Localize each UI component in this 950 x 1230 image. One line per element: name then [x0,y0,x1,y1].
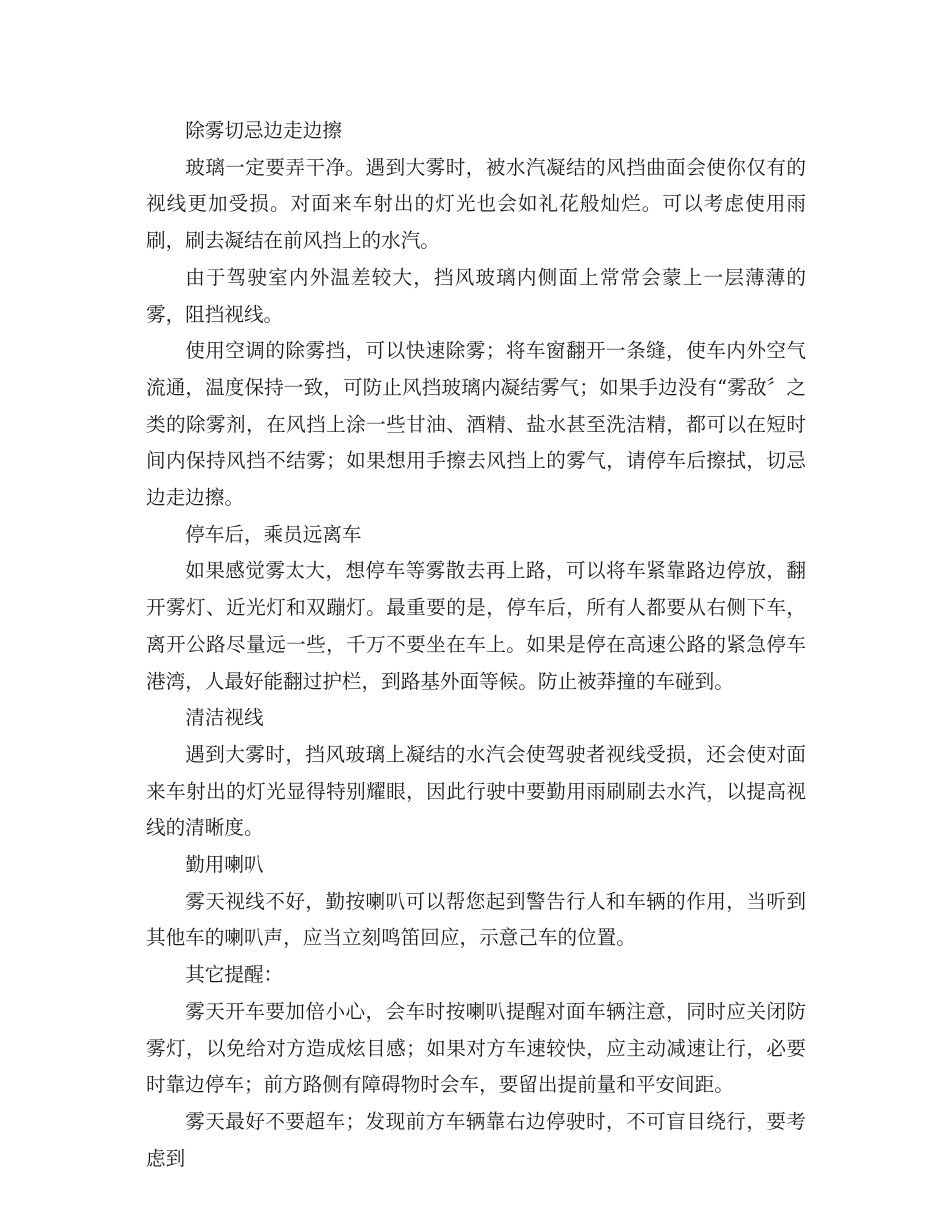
paragraph-clean-glass: 玻璃一定要弄干净。遇到大雾时，被水汽凝结的风挡曲面会使你仅有的视线更加受损。对面来车射出的灯光也会如礼花般灿烂。可以考虑使用雨刷，刷去凝结在前风挡上的水汽。 [146,155,806,253]
paragraph-air-conditioning: 使用空调的除雾挡，可以快速除雾；将车窗翻开一条缝，使车内外空气流通，温度保持一致，可防止风挡玻璃内凝结雾气；如果手边没有“雾敌〞之类的除雾剂，在风挡上涂一些甘油、酒精、盐水甚至洗洁精，都可以在短时间内保持风挡不结雾；如果想用手擦去风挡上的雾气，请停车后擦拭，切忌边走边擦。 [146,339,806,510]
paragraph-meeting-cars: 雾天开车要加倍小心，会车时按喇叭提醒对面车辆注意，同时应关闭防雾灯，以免给对方造成炫目感；如果对方车速较快，应主动减速让行，必要时靠边停车；前方路侧有障碍物时会车，要留出提前量和平安间距。 [146,999,806,1097]
paragraph-horn: 雾天视线不好，勤按喇叭可以帮您起到警告行人和车辆的作用，当听到其他车的喇叭声，应当立刻鸣笛回应，示意己车的位置。 [146,889,806,950]
heading-park: 停车后，乘员远离车 [185,522,362,546]
heading-clear-vision: 清洁视线 [185,706,264,730]
paragraph-wipers: 遇到大雾时，挡风玻璃上凝结的水汽会使驾驶者视线受损，还会使对面来车射出的灯光显得特别耀眼，因此行驶中要勤用雨刷刷去水汽，以提高视线的清晰度。 [146,742,806,840]
heading-defog: 除雾切忌边走边擦 [185,119,342,142]
heading-other-tips: 其它提醒： [185,963,284,987]
heading-horn: 勤用喇叭 [185,853,264,877]
paragraph-no-overtaking: 雾天最好不要超车；发现前方车辆靠右边停驶时，不可盲目绕行，要考虑到 [146,1109,806,1170]
paragraph-temperature-difference: 由于驾驶室内外温差较大，挡风玻璃内侧面上常常会蒙上一层薄薄的雾，阻挡视线。 [146,265,806,326]
paragraph-park-roadside: 如果感觉雾太大，想停车等雾散去再上路，可以将车紧靠路边停放，翻开雾灯、近光灯和双蹦灯。最重要的是，停车后，所有人都要从右侧下车，离开公路尽量远一些，千万不要坐在车上。如果是停在高速公路的紧急停车港湾，人最好能翻过护栏，到路基外面等候。防止被莽撞的车碰到。 [146,559,806,693]
document-page [146,113,806,1177]
